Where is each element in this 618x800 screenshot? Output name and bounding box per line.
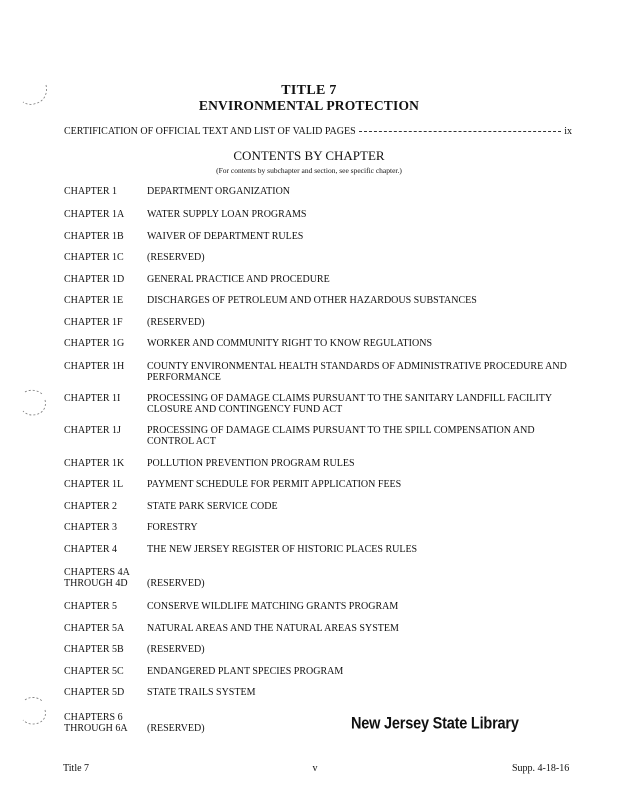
- chapter-title: PROCESSING OF DAMAGE CLAIMS PURSUANT TO THE SANITARY LANDFILL FACILITY CLOSURE AND CONTINGENCY FUND ACT: [147, 393, 552, 415]
- chapter-title: WATER SUPPLY LOAN PROGRAMS: [147, 209, 307, 220]
- chapter-title: STATE PARK SERVICE CODE: [147, 501, 278, 512]
- chapter-label: CHAPTER 1L: [64, 479, 124, 490]
- chapter-label: CHAPTERS 6 THROUGH 6A: [64, 712, 128, 734]
- chapter-title: THE NEW JERSEY REGISTER OF HISTORIC PLACES RULES: [147, 544, 418, 555]
- chapter-title: ENDANGERED PLANT SPECIES PROGRAM: [147, 666, 344, 677]
- chapter-title: CONSERVE WILDLIFE MATCHING GRANTS PROGRAM: [147, 601, 399, 612]
- chapter-title: POLLUTION PREVENTION PROGRAM RULES: [147, 458, 355, 469]
- chapter-label: CHAPTER 1E: [64, 295, 124, 306]
- certification-page-ref: ix: [564, 126, 572, 137]
- chapter-label: CHAPTER 4: [64, 544, 118, 555]
- chapter-title: WORKER AND COMMUNITY RIGHT TO KNOW REGULATIONS: [147, 338, 432, 349]
- chapter-label: CHAPTER 5B: [64, 644, 124, 655]
- chapter-title: DISCHARGES OF PETROLEUM AND OTHER HAZARDOUS SUBSTANCES: [147, 295, 477, 306]
- title-name: ENVIRONMENTAL PROTECTION: [198, 98, 420, 113]
- chapter-label: CHAPTER 1G: [64, 338, 125, 349]
- chapter-label: CHAPTER 2: [64, 501, 118, 512]
- chapter-title: PROCESSING OF DAMAGE CLAIMS PURSUANT TO THE SPILL COMPENSATION AND CONTROL ACT: [147, 425, 535, 447]
- chapter-title: (RESERVED): [147, 317, 205, 328]
- certification-label: CERTIFICATION OF OFFICIAL TEXT AND LIST OF VALID PAGES: [64, 126, 356, 137]
- chapter-label: CHAPTER 1I: [64, 393, 121, 404]
- footer-page-number: v: [312, 763, 318, 774]
- chapter-title: NATURAL AREAS AND THE NATURAL AREAS SYSTEM: [147, 623, 399, 634]
- binder-hole-mark: [20, 694, 50, 728]
- chapter-title: FORESTRY: [147, 522, 198, 533]
- chapter-title: (RESERVED): [147, 644, 205, 655]
- footer-supplement-date: Supp. 4-18-16: [512, 763, 570, 774]
- chapter-label: CHAPTER 5D: [64, 687, 125, 698]
- binder-hole-mark: [20, 82, 50, 108]
- chapter-label: CHAPTER 5A: [64, 623, 125, 634]
- chapter-label: CHAPTER 1J: [64, 425, 121, 436]
- chapter-label: CHAPTER 5C: [64, 666, 124, 677]
- library-stamp: New Jersey State Library: [351, 714, 519, 734]
- chapter-label: CHAPTER 5: [64, 601, 118, 612]
- chapter-label: CHAPTERS 4A THROUGH 4D: [64, 567, 130, 589]
- chapter-title: WAIVER OF DEPARTMENT RULES: [147, 231, 304, 242]
- contents-note: (For contents by subchapter and section, see specific chapter.): [216, 166, 402, 175]
- chapter-label: CHAPTER 1C: [64, 252, 124, 263]
- binder-hole-mark: [20, 388, 50, 418]
- chapter-title: STATE TRAILS SYSTEM: [147, 687, 256, 698]
- chapter-label: CHAPTER 3: [64, 522, 118, 533]
- chapter-title: (RESERVED): [147, 723, 205, 734]
- chapter-label: CHAPTER 1K: [64, 458, 125, 469]
- chapter-title: COUNTY ENVIRONMENTAL HEALTH STANDARDS OF ADMINISTRATIVE PROCEDURE AND PERFORMANCE: [147, 361, 567, 383]
- chapter-label: CHAPTER 1H: [64, 361, 125, 372]
- chapter-label: CHAPTER 1: [64, 186, 118, 197]
- contents-heading: CONTENTS BY CHAPTER: [233, 148, 385, 163]
- chapter-label: CHAPTER 1F: [64, 317, 123, 328]
- chapter-title: DEPARTMENT ORGANIZATION: [147, 186, 291, 197]
- chapter-title: (RESERVED): [147, 578, 205, 589]
- chapter-label: CHAPTER 1D: [64, 274, 125, 285]
- chapter-title: PAYMENT SCHEDULE FOR PERMIT APPLICATION FEES: [147, 479, 402, 490]
- title-number: TITLE 7: [281, 83, 337, 98]
- footer-title: Title 7: [63, 763, 90, 774]
- chapter-label: CHAPTER 1B: [64, 231, 124, 242]
- chapter-label: CHAPTER 1A: [64, 209, 125, 220]
- chapter-title: (RESERVED): [147, 252, 205, 263]
- chapter-title: GENERAL PRACTICE AND PROCEDURE: [147, 274, 330, 285]
